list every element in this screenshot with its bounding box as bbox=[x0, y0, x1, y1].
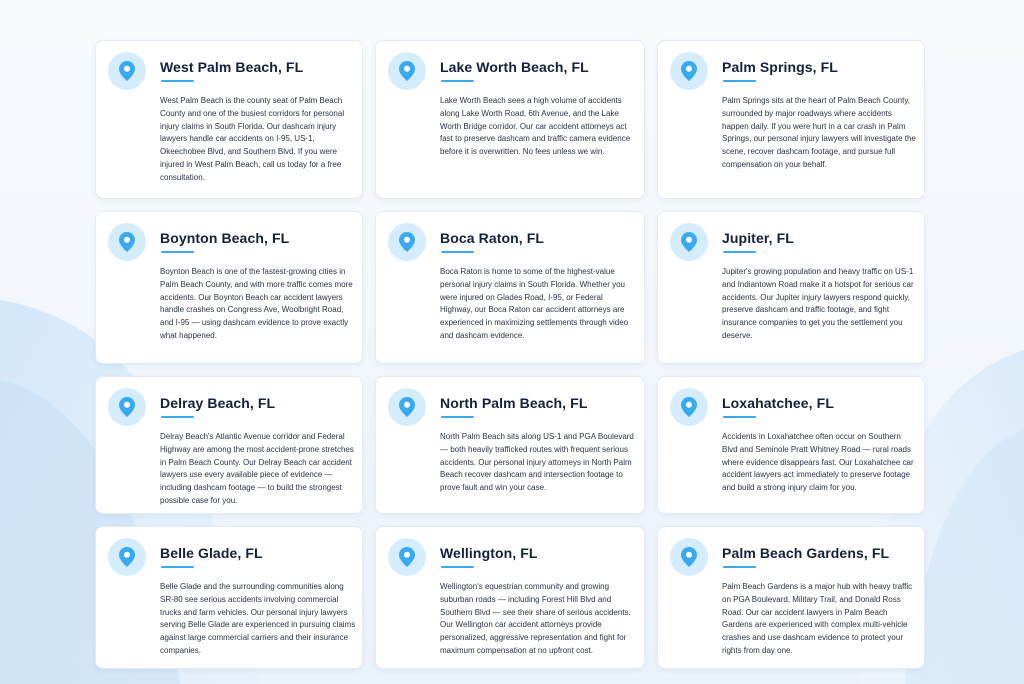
title-underline bbox=[441, 251, 474, 253]
map-pin-icon bbox=[670, 52, 708, 90]
card-description: West Palm Beach is the county seat of Palm Beach County and one of the busiest corridors for personal injury claims in South Florida. Our dashcam injury lawyers handle car accidents on I-95, US-1, Okeechobee Blvd, and Southern Blvd. If you were injured in West Palm Beach, call us today for a free consultation. bbox=[160, 96, 345, 182]
card-description: Delray Beach's Atlantic Avenue corridor and Federal Highway are among the most accident-prone stretches in Palm Beach County. Our Delray Beach car accident lawyers use every available piece of evidence — including dashcam footage — to build the strongest possible case for you. bbox=[160, 432, 354, 505]
map-pin-icon bbox=[388, 538, 426, 576]
card-city-title: Palm Springs, FL bbox=[722, 59, 838, 75]
title-underline bbox=[723, 80, 756, 82]
title-underline bbox=[161, 566, 194, 568]
card-description: Palm Beach Gardens is a major hub with heavy traffic on PGA Boulevard, Military Trail, and Donald Ross Road. Our car accident lawyers in Palm Beach Gardens are experienced with complex multi-vehicle crashes and use dashcam evidence to protect your rights from day one. bbox=[722, 582, 913, 655]
card-city-title: West Palm Beach, FL bbox=[160, 59, 304, 75]
location-card-west-palm-beach[interactable] bbox=[95, 40, 363, 199]
map-pin-icon bbox=[108, 538, 146, 576]
map-pin-icon bbox=[108, 388, 146, 426]
map-pin-icon bbox=[388, 388, 426, 426]
card-city-title: Palm Beach Gardens, FL bbox=[722, 545, 890, 561]
location-card-loxahatchee[interactable] bbox=[657, 376, 925, 514]
location-card-wellington[interactable] bbox=[375, 526, 645, 669]
card-description: Boca Raton is home to some of the highest-value personal injury claims in South Florida. Whether you were injured on Glades Road, I-95, or Federal Highway, our Boca Raton car accident attorneys are experienced in maximizing settlements through video and dashcam evidence. bbox=[440, 267, 629, 340]
location-card-jupiter[interactable] bbox=[657, 211, 925, 364]
title-underline bbox=[723, 566, 756, 568]
map-pin-icon bbox=[388, 223, 426, 261]
card-city-title: Lake Worth Beach, FL bbox=[440, 59, 589, 75]
location-card-palm-beach-gardens[interactable] bbox=[657, 526, 925, 669]
card-description: Wellington's equestrian community and growing suburban roads — including Forest Hill Blvd and Southern Blvd — see their share of serious accidents. Our Wellington car accident attorneys provide personalized, aggressive representation and fight for maximum compensation at no upfront cost. bbox=[440, 582, 631, 655]
card-description: Accidents in Loxahatchee often occur on Southern Blvd and Seminole Pratt Whitney Road — rural roads where evidence disappears fast. Our Loxahatchee car accident lawyers act immediately to preserve footage and build a strong injury claim for you. bbox=[722, 432, 914, 493]
location-card-delray-beach[interactable] bbox=[95, 376, 363, 514]
card-description: Boynton Beach is one of the fastest-growing cities in Palm Beach County, and with more traffic comes more accidents. Our Boynton Beach car accident lawyers handle crashes on Congress Ave, Woolbright Road, and I-95 — using dashcam evidence to prove exactly what happened. bbox=[160, 267, 353, 340]
card-city-title: Delray Beach, FL bbox=[160, 395, 276, 411]
title-underline bbox=[723, 251, 756, 253]
card-description: Belle Glade and the surrounding communities along SR-80 see serious accidents involving commercial trucks and farm vehicles. Our personal injury lawyers serving Belle Glade are experienced in pursuing claims against large commercial carriers and their insurance companies. bbox=[160, 582, 356, 655]
card-description: Palm Springs sits at the heart of Palm Beach County, surrounded by major roadways where accidents happen daily. If you were hurt in a car crash in Palm Springs, our personal injury lawyers will investigate the scene, recover dashcam footage, and pursue full compensation on your behalf. bbox=[722, 96, 916, 169]
card-description: Jupiter's growing population and heavy traffic on US-1 and Indiantown Road make it a hotspot for serious car accidents. Our Jupiter injury lawyers respond quickly, preserve dashcam and traffic footage, and fight insurance companies to get you the settlement you deserve. bbox=[722, 267, 914, 340]
card-city-title: Wellington, FL bbox=[440, 545, 538, 561]
location-card-palm-springs[interactable] bbox=[657, 40, 925, 199]
location-card-north-palm-beach[interactable] bbox=[375, 376, 645, 514]
map-pin-icon bbox=[670, 223, 708, 261]
title-underline bbox=[441, 566, 474, 568]
map-pin-icon bbox=[108, 52, 146, 90]
card-description: North Palm Beach sits along US-1 and PGA Boulevard — both heavily trafficked routes with frequent serious accidents. Our personal injury attorneys in North Palm Beach recover dashcam and intersection footage to prove fault and win your case. bbox=[440, 432, 634, 493]
card-city-title: North Palm Beach, FL bbox=[440, 395, 588, 411]
title-underline bbox=[723, 416, 756, 418]
title-underline bbox=[161, 80, 194, 82]
map-pin-icon bbox=[670, 538, 708, 576]
title-underline bbox=[441, 80, 474, 82]
card-city-title: Belle Glade, FL bbox=[160, 545, 263, 561]
location-card-boca-raton[interactable] bbox=[375, 211, 645, 364]
card-city-title: Boca Raton, FL bbox=[440, 230, 545, 246]
card-city-title: Jupiter, FL bbox=[722, 230, 794, 246]
title-underline bbox=[161, 416, 194, 418]
location-cards-grid bbox=[95, 40, 928, 667]
card-city-title: Loxahatchee, FL bbox=[722, 395, 834, 411]
map-pin-icon bbox=[388, 52, 426, 90]
map-pin-icon bbox=[108, 223, 146, 261]
title-underline bbox=[441, 416, 474, 418]
title-underline bbox=[161, 251, 194, 253]
card-description: Lake Worth Beach sees a high volume of accidents along Lake Worth Road, 6th Avenue, and the Lake Worth Bridge corridor. Our car accident attorneys act fast to preserve dashcam and traffic camera evidence before it is overwritten. No fees unless we win. bbox=[440, 96, 631, 157]
location-card-boynton-beach[interactable] bbox=[95, 211, 363, 364]
card-city-title: Boynton Beach, FL bbox=[160, 230, 290, 246]
map-pin-icon bbox=[670, 388, 708, 426]
location-card-belle-glade[interactable] bbox=[95, 526, 363, 669]
location-card-lake-worth-beach[interactable] bbox=[375, 40, 645, 199]
